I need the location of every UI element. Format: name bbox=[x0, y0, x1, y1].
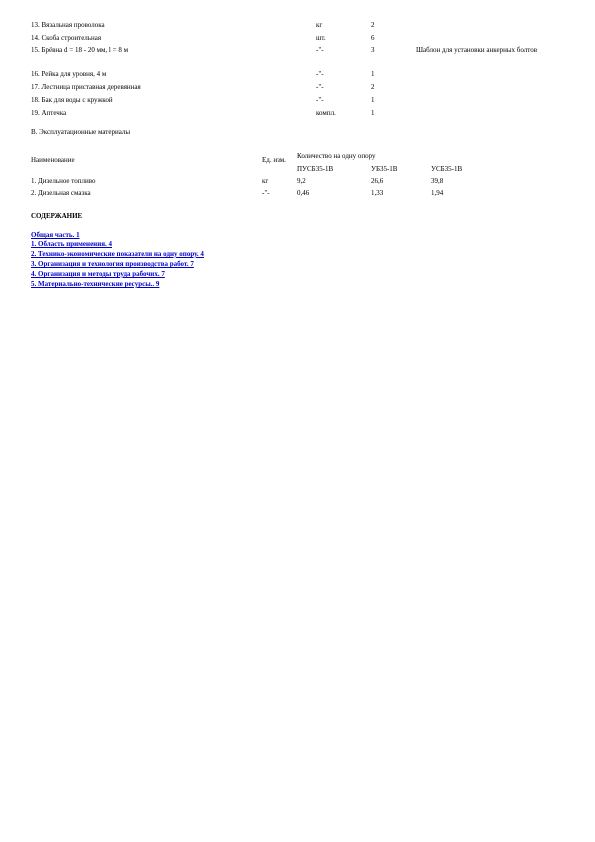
material-unit: кг bbox=[262, 177, 269, 185]
materials-col-name: Наименование bbox=[31, 156, 75, 164]
tool-unit: кг bbox=[316, 21, 323, 29]
tool-unit: -"- bbox=[316, 83, 324, 91]
contents-title: СОДЕРЖАНИЕ bbox=[31, 212, 83, 220]
support-header-pusb: ПУСБ35-1В bbox=[297, 165, 334, 173]
materials-col-qty-group: Количество на одну опору bbox=[297, 152, 376, 160]
material-value: 9,2 bbox=[297, 177, 306, 185]
tool-quantity: 6 bbox=[371, 34, 375, 42]
material-value: 26,6 bbox=[371, 177, 384, 185]
toc-link[interactable]: 2. Технико-экономические показатели на одну опору. 4 bbox=[31, 250, 204, 258]
tool-name: 17. Лестница приставная деревянная bbox=[31, 83, 141, 91]
tool-quantity: 1 bbox=[371, 70, 375, 78]
tool-name: 16. Рейка для уровня, 4 м bbox=[31, 70, 107, 78]
material-unit: -"- bbox=[262, 189, 270, 197]
tool-unit: компл. bbox=[316, 109, 336, 117]
tool-name: 13. Вязальная проволока bbox=[31, 21, 105, 29]
toc-link[interactable]: 1. Область применения. 4 bbox=[31, 240, 113, 248]
tool-unit: шт. bbox=[316, 34, 326, 42]
toc-link[interactable]: 3. Организация и технология производства работ. 7 bbox=[31, 260, 194, 268]
material-value: 1,33 bbox=[371, 189, 384, 197]
support-header-ub: УБ35-1В bbox=[371, 165, 398, 173]
support-header-usb: УСБ35-1В bbox=[431, 165, 463, 173]
material-name: 1. Дизельное топливо bbox=[31, 177, 96, 185]
tool-unit: -"- bbox=[316, 46, 324, 54]
tool-quantity: 3 bbox=[371, 46, 375, 54]
tool-name: 14. Скоба строительная bbox=[31, 34, 102, 42]
material-name: 2. Дизельная смазка bbox=[31, 189, 91, 197]
material-value: 1,94 bbox=[431, 189, 444, 197]
tool-quantity: 2 bbox=[371, 83, 375, 91]
material-value: 39,8 bbox=[431, 177, 444, 185]
tool-name: 15. Брёвна d = 18 - 20 мм, l = 8 м bbox=[31, 46, 128, 54]
tool-quantity: 2 bbox=[371, 21, 375, 29]
tool-quantity: 1 bbox=[371, 109, 375, 117]
tool-quantity: 1 bbox=[371, 96, 375, 104]
tool-name: 19. Аптечка bbox=[31, 109, 67, 117]
toc-link[interactable]: 4. Организация и методы труда рабочих. 7 bbox=[31, 270, 165, 278]
tool-unit: -"- bbox=[316, 70, 324, 78]
materials-heading: В. Эксплуатационные материалы bbox=[31, 128, 131, 136]
tool-name: 18. Бак для воды с кружкой bbox=[31, 96, 113, 104]
tool-unit: -"- bbox=[316, 96, 324, 104]
tool-note: Шаблон для установки анкерных болтов bbox=[416, 46, 537, 54]
toc-link[interactable]: Общая часть. 1 bbox=[31, 231, 80, 239]
toc-link[interactable]: 5. Материально-технические ресурсы.. 9 bbox=[31, 280, 160, 288]
material-value: 0,46 bbox=[297, 189, 310, 197]
materials-col-unit: Ед. изм. bbox=[262, 156, 286, 164]
